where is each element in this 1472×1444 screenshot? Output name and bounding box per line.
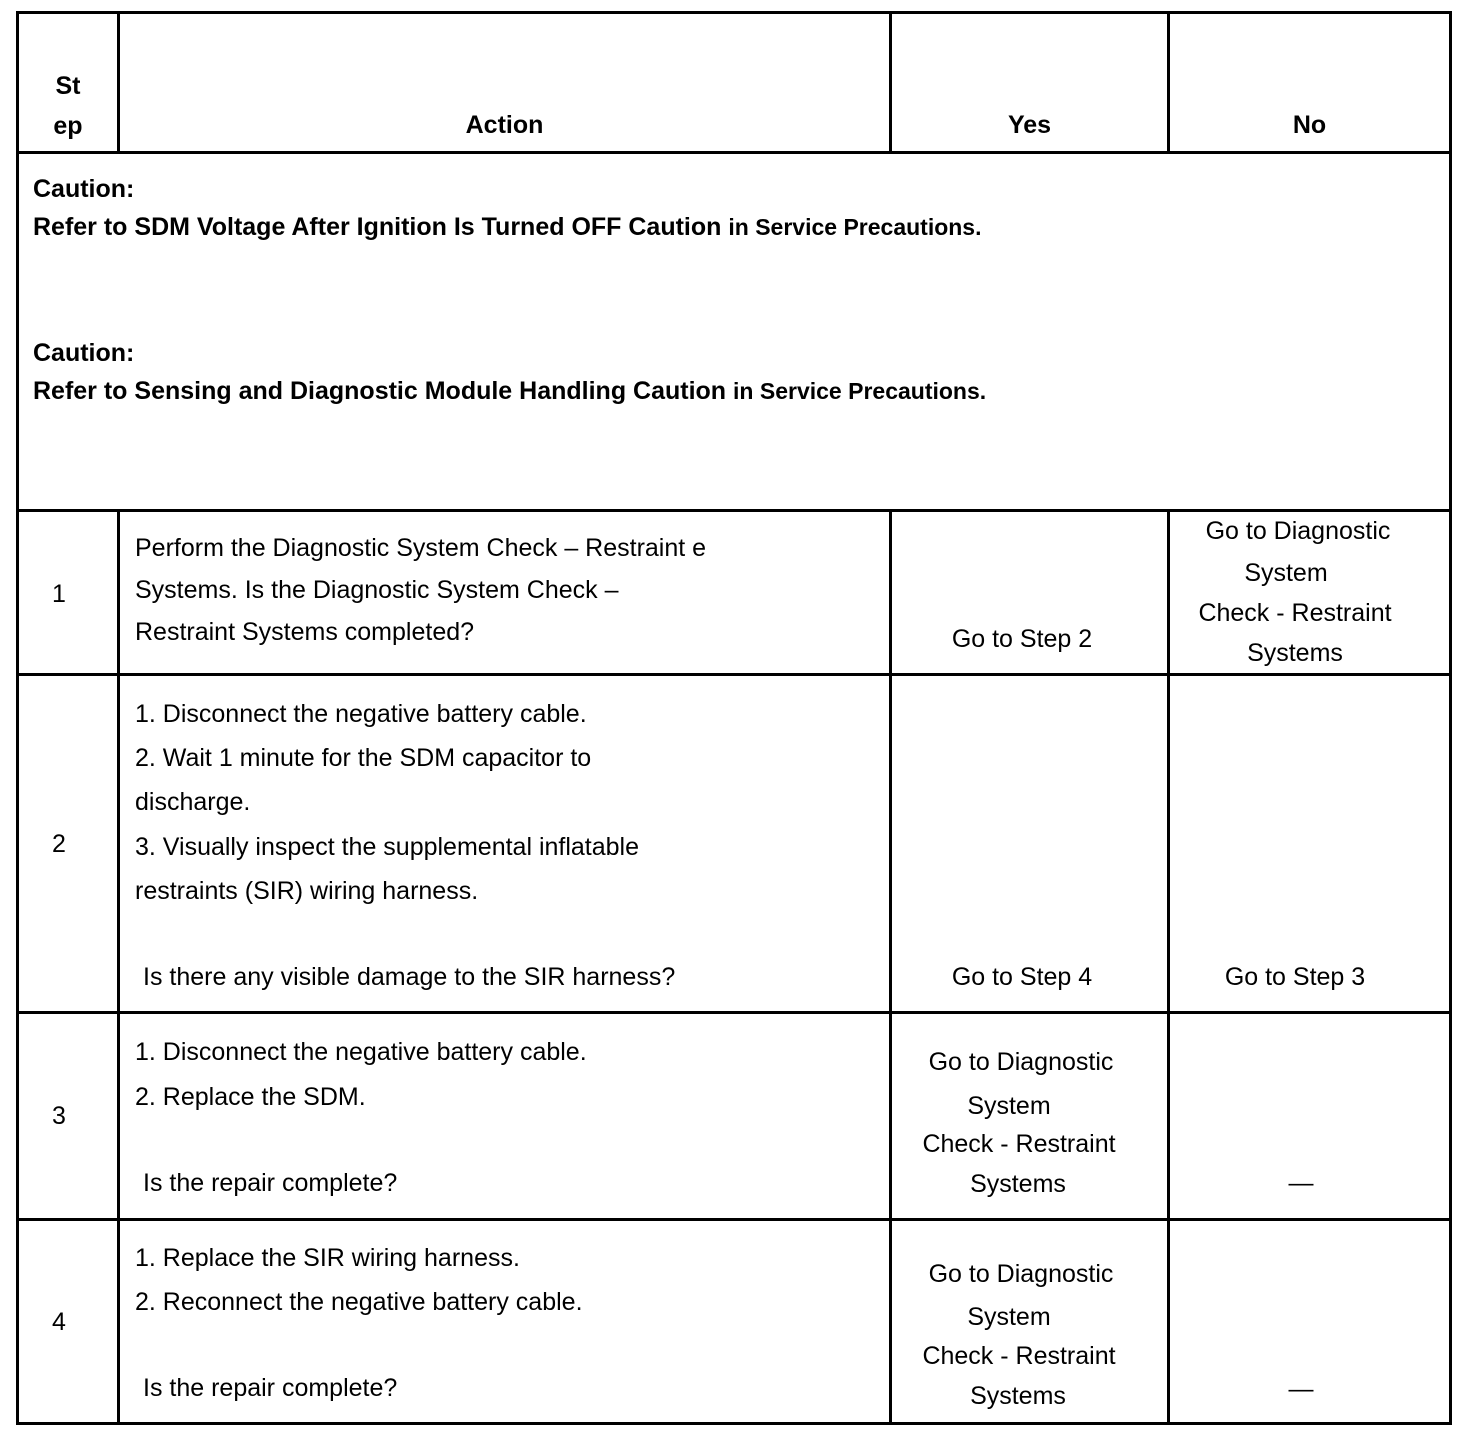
- header-action: Action: [465, 111, 544, 139]
- action-question: Is the repair complete?: [143, 1169, 398, 1197]
- no-result: —: [1288, 1375, 1314, 1403]
- header-step: St: [55, 72, 81, 100]
- column-divider: [117, 509, 120, 1425]
- action-line: 2. Reconnect the negative battery cable.: [135, 1288, 583, 1316]
- yes-result: Systems: [970, 1170, 1066, 1198]
- yes-result: System: [967, 1303, 1051, 1331]
- caution-text-main: Refer to Sensing and Diagnostic Module Handling Caution: [33, 377, 727, 405]
- action-line: discharge.: [135, 788, 251, 816]
- yes-result: Check - Restraint: [922, 1342, 1116, 1370]
- no-result: —: [1288, 1169, 1314, 1197]
- caution-label: Caution:: [33, 339, 135, 367]
- no-result: Systems: [1247, 639, 1343, 667]
- no-result: Go to Step 3: [1224, 963, 1366, 991]
- no-result: System: [1244, 559, 1328, 587]
- action-question: Is there any visible damage to the SIR harness?: [143, 963, 676, 991]
- table-rule: [16, 1011, 1452, 1014]
- action-line: 2. Replace the SDM.: [135, 1083, 366, 1111]
- caution-text-main: Refer to SDM Voltage After Ignition Is Turned OFF Caution: [33, 213, 722, 241]
- action-line: 1. Replace the SIR wiring harness.: [135, 1244, 520, 1272]
- table-rule: [16, 1218, 1452, 1221]
- step-number: 4: [52, 1308, 66, 1336]
- action-line: 2. Wait 1 minute for the SDM capacitor to: [135, 744, 592, 772]
- diagnostic-table: [16, 11, 1452, 1427]
- table-rule: [16, 1422, 1452, 1425]
- table-rule: [16, 509, 1452, 512]
- action-line: Systems. Is the Diagnostic System Check –: [135, 576, 619, 604]
- caution-text: [33, 215, 982, 240]
- step-number: 2: [52, 830, 66, 858]
- table-rule: [16, 151, 1452, 154]
- header-step: ep: [53, 112, 83, 140]
- caution-text: [33, 379, 986, 404]
- table-border-right: [1449, 11, 1452, 1425]
- action-line: 3. Visually inspect the supplemental inflatable: [135, 833, 640, 861]
- step-number: 1: [52, 580, 66, 608]
- yes-result: System: [967, 1092, 1051, 1120]
- yes-result: Go to Step 2: [951, 625, 1093, 653]
- action-line: restraints (SIR) wiring harness.: [135, 877, 479, 905]
- action-line: Perform the Diagnostic System Check – Restraint e: [135, 534, 707, 562]
- no-result: Check - Restraint: [1198, 599, 1392, 627]
- action-question: Is the repair complete?: [143, 1374, 398, 1402]
- header-yes: Yes: [1007, 111, 1052, 139]
- table-rule: [16, 11, 1452, 14]
- yes-result: Go to Diagnostic: [928, 1260, 1114, 1288]
- caution-text-tail: in Service Precautions.: [728, 214, 982, 240]
- action-line: 1. Disconnect the negative battery cable.: [135, 700, 587, 728]
- yes-result: Check - Restraint: [922, 1130, 1116, 1158]
- table-border-left: [16, 11, 19, 1425]
- yes-result: Systems: [970, 1382, 1066, 1410]
- yes-result: Go to Step 4: [951, 963, 1093, 991]
- action-line: Restraint Systems completed?: [135, 618, 475, 646]
- yes-result: Go to Diagnostic: [928, 1048, 1114, 1076]
- step-number: 3: [52, 1102, 66, 1130]
- header-no: No: [1292, 111, 1327, 139]
- caution-text-tail: in Service Precautions.: [733, 378, 987, 404]
- no-result: Go to Diagnostic: [1205, 517, 1391, 545]
- table-rule: [16, 673, 1452, 676]
- action-line: 1. Disconnect the negative battery cable.: [135, 1038, 587, 1066]
- caution-label: Caution:: [33, 175, 135, 203]
